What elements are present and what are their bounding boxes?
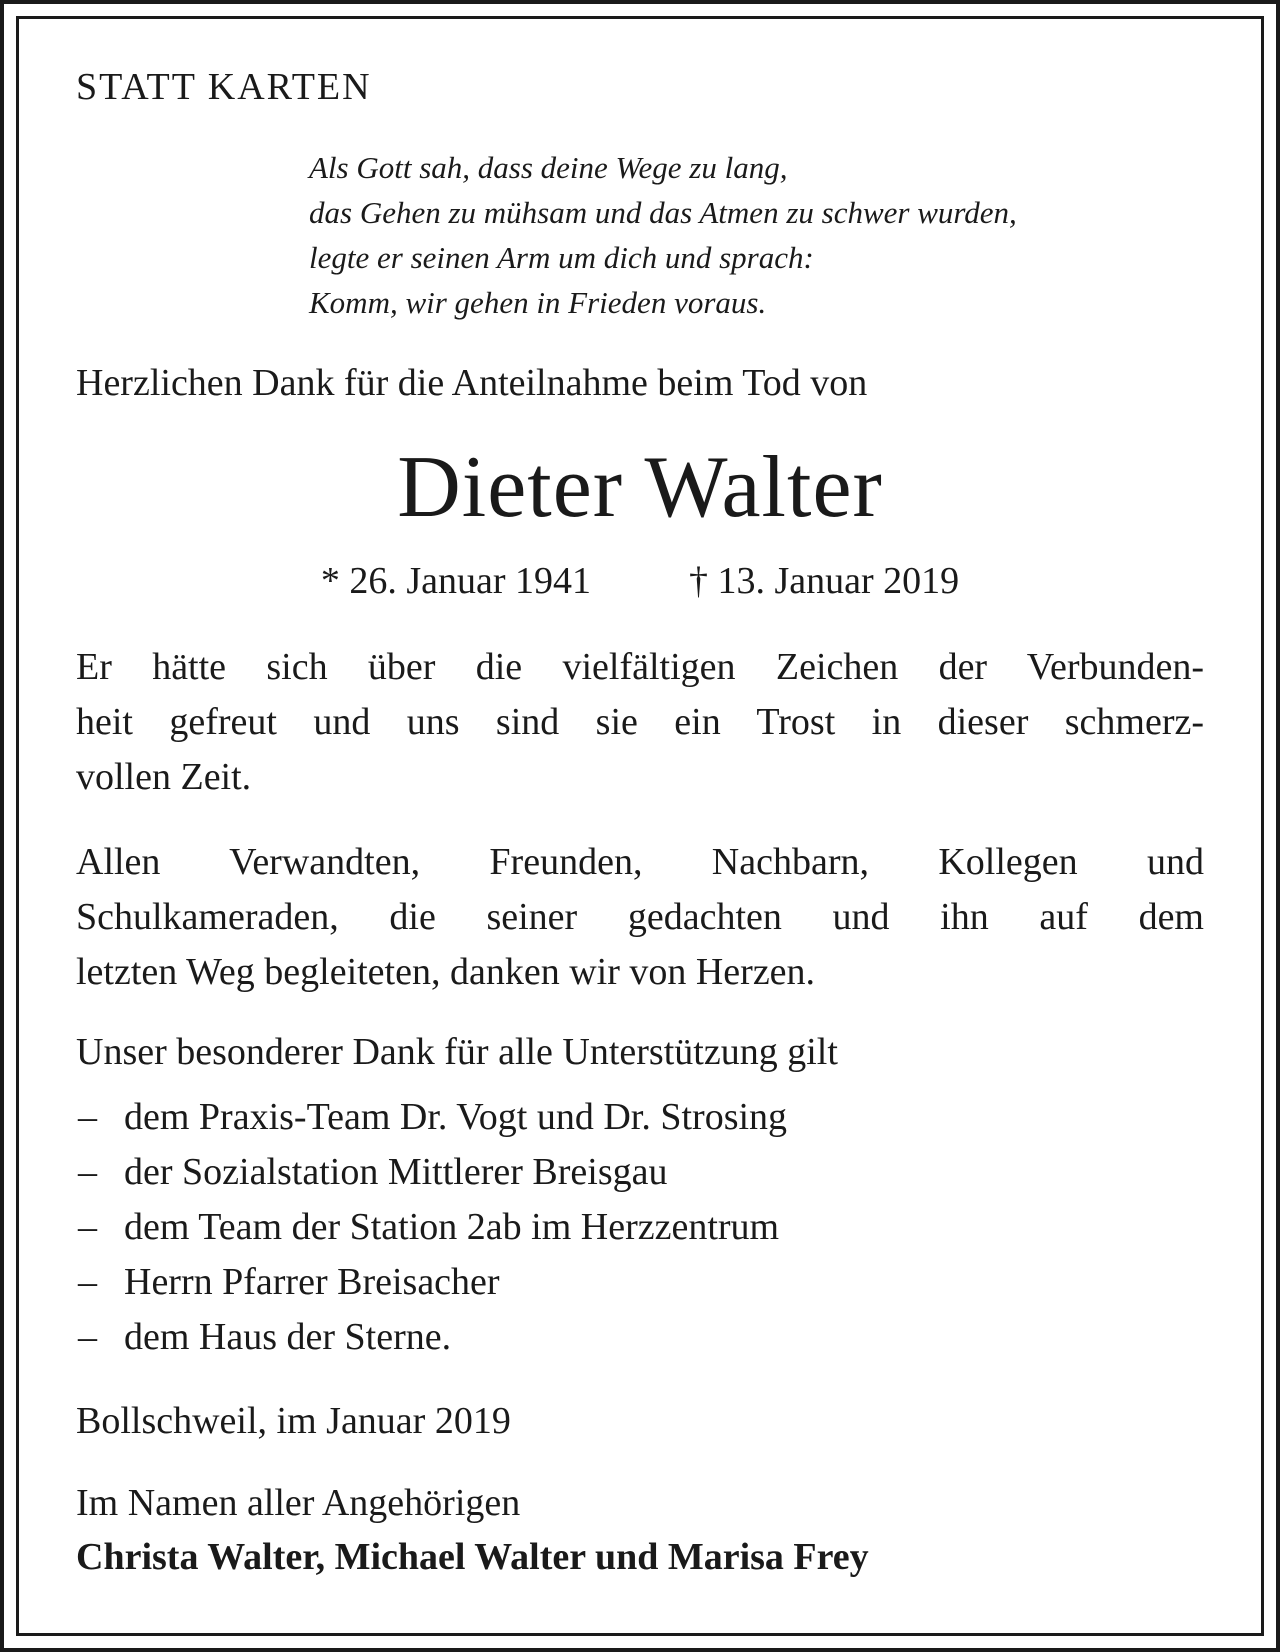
dash-bullet: –	[78, 1096, 97, 1138]
list-item-text: dem Team der Station 2ab im Herzzentrum	[124, 1206, 780, 1248]
list-item	[76, 1145, 787, 1200]
intro-text: Herzlichen Dank für die Anteilnahme beim Tod von	[76, 362, 868, 404]
signature-intro: Im Namen aller Angehörigen	[76, 1482, 521, 1524]
birth-date: * 26. Januar 1941	[320, 560, 591, 602]
signature-names: Christa Walter, Michael Walter und Marisa Frey	[76, 1536, 869, 1578]
list-item	[76, 1255, 787, 1310]
poem-line: Komm, wir gehen in Frieden voraus.	[309, 285, 767, 320]
paragraph-line: vollen Zeit.	[76, 756, 252, 798]
header-statt-karten: STATT KARTEN	[76, 66, 372, 108]
paragraph-line: heit gefreut und uns sind sie ein Trost in dieser schmerz-	[76, 701, 1204, 743]
thanks-intro: Unser besonderer Dank für alle Unterstützung gilt	[76, 1031, 838, 1073]
deceased-name: Dieter Walter	[397, 439, 883, 536]
list-item	[76, 1310, 787, 1365]
poem-line: Als Gott sah, dass deine Wege zu lang,	[309, 150, 788, 185]
thanks-list	[76, 1090, 787, 1365]
paragraph-line: letzten Weg begleiteten, danken wir von Herzen.	[76, 951, 816, 993]
poem-line: legte er seinen Arm um dich und sprach:	[309, 240, 814, 275]
death-date: † 13. Januar 2019	[689, 560, 960, 602]
paragraph-line: Schulkameraden, die seiner gedachten und ihn auf dem	[76, 896, 1204, 938]
list-item-text: dem Haus der Sterne.	[124, 1316, 452, 1358]
place-date: Bollschweil, im Januar 2019	[76, 1400, 511, 1442]
poem-line: das Gehen zu mühsam und das Atmen zu schwer wurden,	[309, 195, 1017, 230]
paragraph-1	[76, 640, 1204, 805]
dash-bullet: –	[78, 1261, 97, 1303]
paragraph-line: Allen Verwandten, Freunden, Nachbarn, Kollegen und	[76, 841, 1204, 883]
list-item-text: der Sozialstation Mittlerer Breisgau	[124, 1151, 668, 1193]
paragraph-line: Er hätte sich über die vielfältigen Zeichen der Verbunden-	[76, 646, 1204, 688]
paragraph-2	[76, 835, 1204, 1000]
dash-bullet: –	[78, 1206, 97, 1248]
list-item-text: dem Praxis-Team Dr. Vogt und Dr. Strosing	[124, 1096, 788, 1138]
poem	[309, 145, 1017, 325]
dash-bullet: –	[78, 1316, 97, 1358]
list-item	[76, 1090, 787, 1145]
dash-bullet: –	[78, 1151, 97, 1193]
list-item	[76, 1200, 787, 1255]
life-dates	[0, 562, 1280, 600]
list-item-text: Herrn Pfarrer Breisacher	[124, 1261, 500, 1303]
